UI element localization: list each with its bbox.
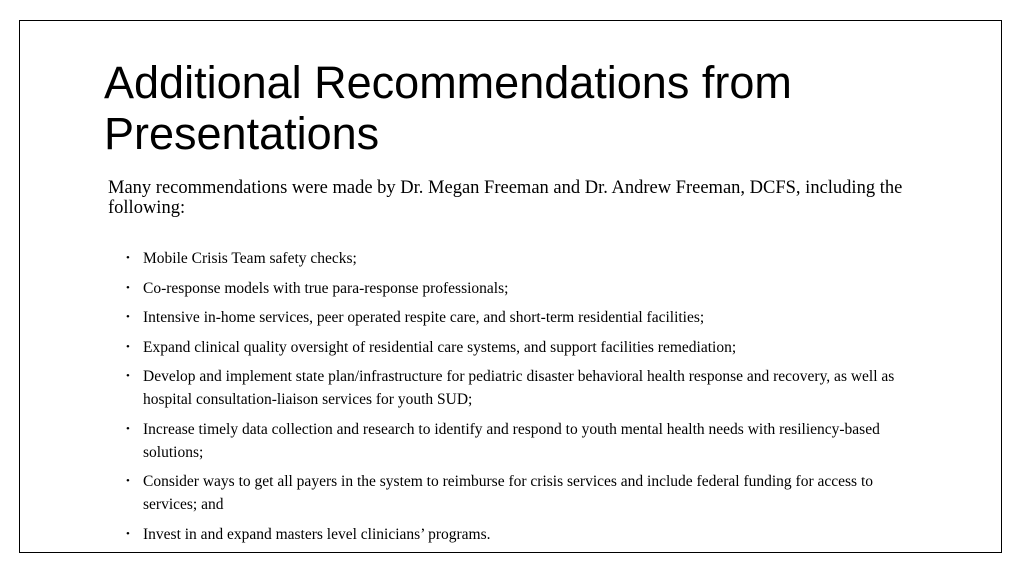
bullet-icon: • [126, 370, 130, 382]
bullet-icon: • [126, 340, 130, 353]
bullet-icon: • [126, 252, 130, 264]
list-item-text: Co-response models with true para-response professionals; [143, 279, 509, 297]
list-item-text: Develop and implement state plan/infrastructure for pediatric disaster behavioral health response and recovery, as well as hospital consultation-liaison services for youth SUD; [143, 368, 895, 408]
list-item [124, 523, 924, 546]
bullet-icon: • [126, 475, 130, 487]
list-item [124, 247, 924, 270]
list-item [124, 365, 924, 411]
bullet-icon: • [126, 311, 130, 323]
list-item-text: Increase timely data collection and research to identify and respond to youth mental health needs with resiliency-based solutions; [143, 420, 880, 461]
list-item [124, 418, 924, 464]
list-item [124, 306, 924, 329]
bullet-icon: • [126, 281, 130, 294]
list-item-text: Intensive in-home services, peer operated respite care, and short-term residential facilities; [143, 309, 705, 326]
list-item-text: Consider ways to get all payers in the system to reimburse for crisis services and include federal funding for access to services; and [143, 473, 874, 513]
bullet-icon: • [126, 527, 130, 540]
list-item-text: Mobile Crisis Team safety checks; [143, 250, 357, 267]
list-item [124, 470, 924, 516]
list-item-text: Invest in and expand masters level clinicians’ programs. [143, 525, 491, 543]
bullet-icon: • [126, 422, 130, 435]
list-item [124, 336, 924, 359]
list-item [124, 277, 924, 300]
recommendation-list [124, 247, 924, 552]
list-item-text: Expand clinical quality oversight of residential care systems, and support facilities remediation; [143, 338, 737, 356]
intro-paragraph: Many recommendations were made by Dr. Megan Freeman and Dr. Andrew Freeman, DCFS, including the following: [108, 178, 903, 218]
slide-title: Additional Recommendations from Presentations [104, 57, 792, 159]
slide [19, 20, 1002, 553]
